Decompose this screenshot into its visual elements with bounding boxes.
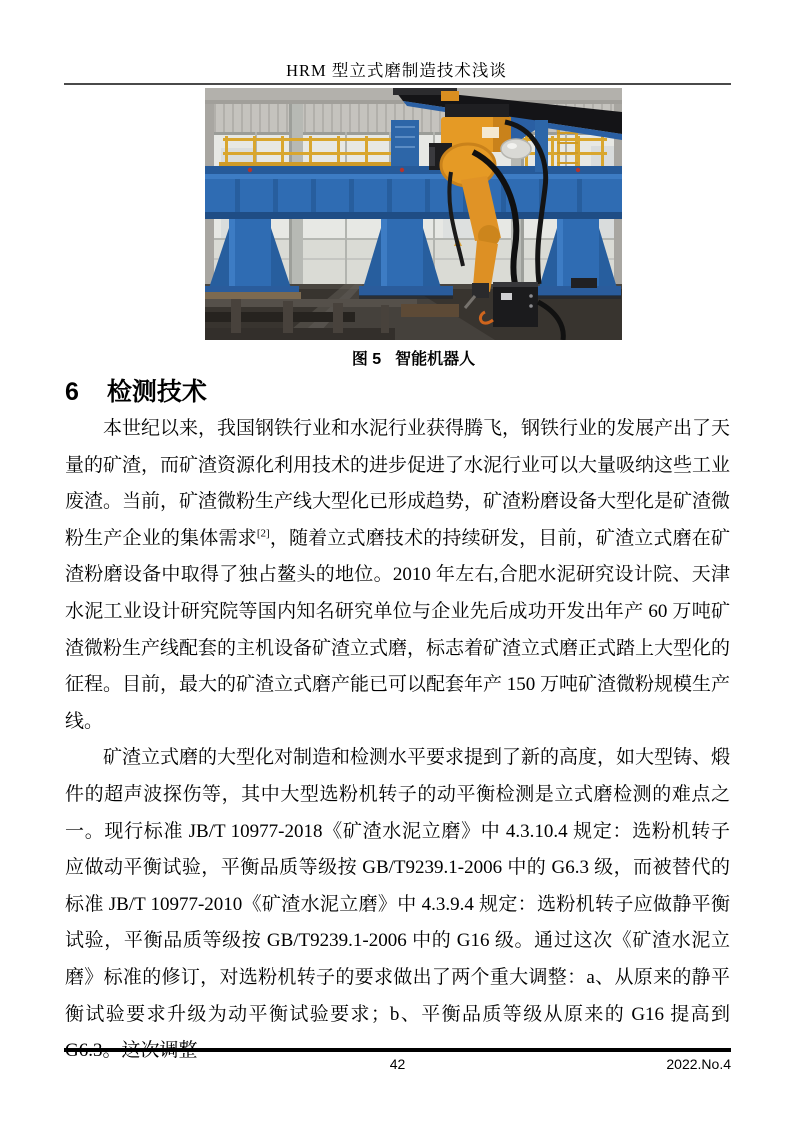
citation-ref-2: [2]: [256, 527, 270, 540]
section-heading: [65, 372, 207, 408]
section-title: 检测技术: [106, 378, 207, 406]
page-number: 42: [389, 1056, 406, 1072]
figure-caption: [205, 346, 622, 369]
figure-photo-robot: [205, 88, 622, 340]
paragraph-1: [65, 411, 730, 740]
footer-rule: [64, 1048, 731, 1052]
figure-caption-label: 图 5: [351, 351, 382, 368]
page-footer: [64, 1056, 731, 1078]
section-number: 6: [65, 378, 79, 406]
article-body: [65, 411, 730, 1070]
figure-caption-text: 智能机器人: [395, 351, 476, 368]
running-header-title: HRM 型立式磨制造技术浅谈: [286, 61, 507, 80]
header-rule: [64, 83, 731, 85]
paragraph-1-text: 本世纪以来，我国钢铁行业和水泥行业获得腾飞，钢铁行业的发展产出了天量的矿渣，而矿渣资源化利用技术的进步促进了水泥行业可以大量吸纳这些工业废渣。当前，矿渣微粉生产线大型化已形成趋势，矿渣粉磨设备大型化是矿渣微粉生产企业的集体需求: [65, 418, 731, 549]
robot-photo-illustration: [205, 88, 622, 340]
issue-label: 2022.No.4: [666, 1056, 731, 1072]
paragraph-1-text-cont: ，随着立式磨技术的持续研发，目前，矿渣立式磨在矿渣粉磨设备中取得了独占鳌头的地位。2010 年左右,合肥水泥研究设计院、天津水泥工业设计研究院等国内知名研究单位与企业先后成功开发出年产 60 万吨矿渣微粉生产线配套的主机设备矿渣立式磨，标志着矿渣立式磨正式踏上大型化的征程。目前，最大的矿渣立式磨产能已可以配套年产 150 万吨矿渣微粉规模生产线。: [65, 527, 731, 732]
paragraph-2: 矿渣立式磨的大型化对制造和检测水平要求提到了新的高度，如大型铸、煅件的超声波探伤等，其中大型选粉机转子的动平衡检测是立式磨检测的难点之一。现行标准 JB/T 10977-2018《矿渣水泥立磨》中 4.3.10.4 规定：选粉机转子应做动平衡试验，平衡品质等级按 GB/T9239.1-2006 中的 G6.3 级，而被替代的标准 JB/T 10977-2010《矿渣水泥立磨》中 4.3.9.4 规定：选粉机转子应做静平衡试验，平衡品质等级按 GB/T9239.1-2006 中的 G16 级。通过这次《矿渣水泥立磨》标准的修订，对选粉机转子的要求做出了两个重大调整：a、从原来的静平衡试验要求升级为动平衡试验要求；b、平衡品质等级从原来的 G16 提高到 G6.3。这次调整: [65, 747, 731, 1062]
